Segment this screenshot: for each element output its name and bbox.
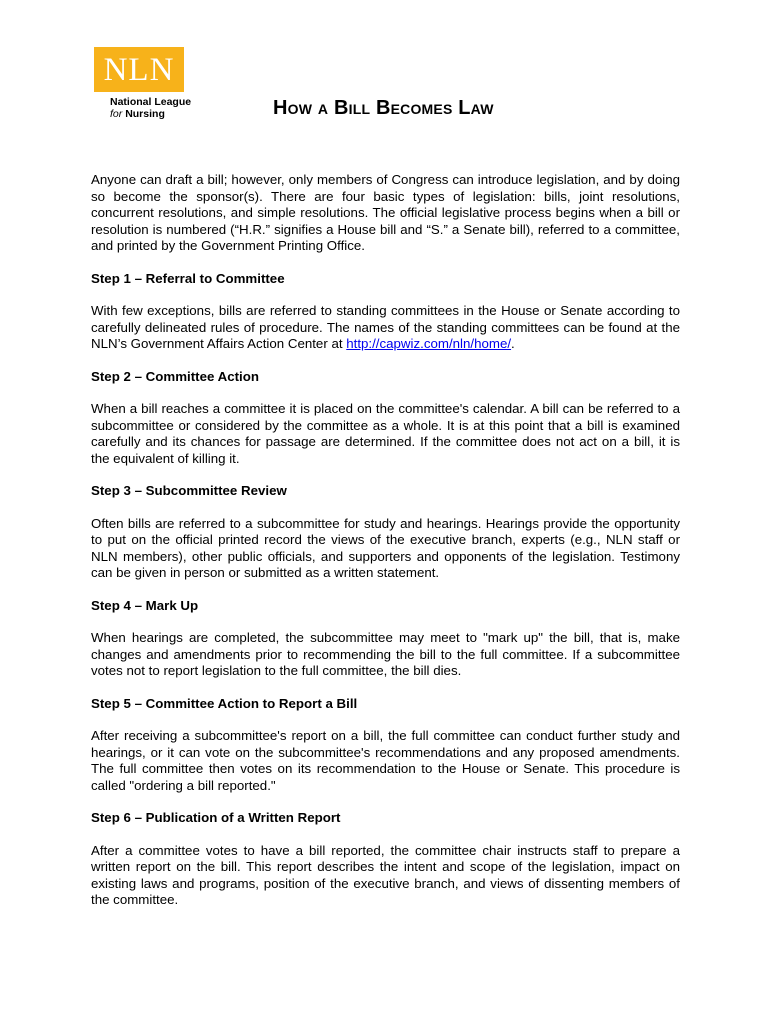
org-name-nursing: Nursing bbox=[125, 107, 165, 120]
step-4-text: When hearings are completed, the subcommittee may meet to "mark up" the bill, that is, make changes and amendments prior to recommending the bill to the full committee. If a subcommittee votes not to report legislation to the full committee, the bill dies. bbox=[91, 630, 680, 678]
step-1-text-before: With few exceptions, bills are referred to standing committees in the House or Senate according to carefully delineated rules of procedure. The names of the standing committees can be found at the NLN’s Government Affairs Action Center at bbox=[91, 303, 680, 351]
step-3-heading: Step 3 – Subcommittee Review bbox=[91, 483, 287, 498]
org-name-for: for bbox=[110, 107, 123, 120]
step-5-text: After receiving a subcommittee's report on a bill, the full committee can conduct further study and hearings, or it can vote on the subcommittee's recommendations and any proposed amendments. The full committee then votes on its recommendation to the House or Senate. This procedure is called "ordering a bill reported." bbox=[91, 728, 680, 793]
step-1-text bbox=[91, 303, 680, 353]
step-3-text: Often bills are referred to a subcommittee for study and hearings. Hearings provide the opportunity to put on the official printed record the views of the executive branch, experts (e.g., NLN staff or NLN members), other public officials, and supporters and opponents of the legislation. Testimony can be given in person or submitted as a written statement. bbox=[91, 515, 680, 580]
logo-mark: NLN bbox=[103, 52, 175, 88]
org-name-line1: National League bbox=[110, 96, 192, 108]
step-6-heading: Step 6 – Publication of a Written Report bbox=[91, 810, 341, 825]
step-2-text: When a bill reaches a committee it is placed on the committee's calendar. A bill can be referred to a subcommittee or considered by the committee as a whole. It is at this point that a bill is examined carefully and its chances for passage are determined. If the committee does not act on a bill, it is the equivalent of killing it. bbox=[91, 401, 680, 466]
document-body bbox=[91, 172, 680, 909]
step-4-heading: Step 4 – Mark Up bbox=[91, 597, 199, 613]
organization-name bbox=[110, 97, 191, 120]
step-5-heading: Step 5 – Committee Action to Report a Bill bbox=[91, 695, 358, 711]
page-title: How a Bill Becomes Law bbox=[273, 97, 494, 119]
step-2-heading: Step 2 – Committee Action bbox=[91, 368, 259, 384]
intro-paragraph: Anyone can draft a bill; however, only members of Congress can introduce legislation, and by doing so become the sponsor(s). There are four basic types of legislation: bills, joint resolutions, concurrent resolutions, and simple resolutions. The official legislative process begins when a bill or resolution is numbered (“H.R.” signifies a House bill and “S.” a Senate bill), referred to a committee, and printed by the Government Printing Office. bbox=[91, 172, 680, 253]
action-center-link[interactable]: http://capwiz.com/nln/home/ bbox=[346, 336, 512, 351]
step-6-text: After a committee votes to have a bill reported, the committee chair instructs staff to prepare a written report on the bill. This report describes the intent and scope of the legislation, impact on existing laws and programs, position of the executive branch, and views of dissenting members of the committee. bbox=[91, 842, 680, 907]
nln-logo bbox=[94, 47, 184, 92]
step-1-text-after: . bbox=[511, 336, 515, 351]
step-1-heading: Step 1 – Referral to Committee bbox=[91, 270, 285, 286]
org-name-line2 bbox=[110, 109, 191, 121]
